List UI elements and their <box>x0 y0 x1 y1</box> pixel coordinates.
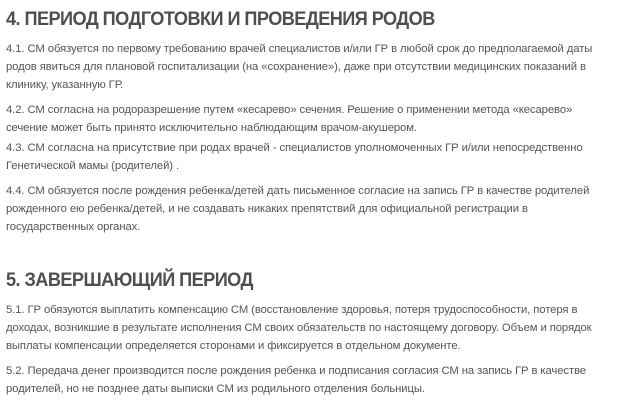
clause-5-2: 5.2. Передача денег производится после рождения ребенка и подписания согласия СМ на запись ГР в качестве родителей, но не позднее даты выписки СМ из родильного отделения больницы. <box>6 365 586 396</box>
section-4-heading: 4. ПЕРИОД ПОДГОТОВКИ И ПРОВЕДЕНИЯ РОДОВ <box>6 8 435 30</box>
clause-4-3: 4.3. СМ согласна на присутствие при родах врачей - специалистов уполномоченных ГР и/или непосредственно Генетической мамы (родителей) . <box>6 142 583 173</box>
section-5-heading: 5. ЗАВЕРШАЮЩИЙ ПЕРИОД <box>6 269 253 291</box>
clause-5-1: 5.1. ГР обязуются выплатить компенсацию СМ (восстановление здоровья, потеря трудоспособности, потеря в доходах, возникшие в результате исполнения СМ своих обязательств по настоящему договору. Объем и порядок выплаты компенсации определяется сторонами и фиксируется в отдельном документе. <box>6 304 592 353</box>
clause-4-4: 4.4. СМ обязуется после рождения ребенка/детей дать письменное согласие на запись ГР в качестве родителей рожденного ею ребенка/детей, и не создавать никаких препятствий для официальной регистрации в государственных органах. <box>6 185 590 234</box>
clause-4-2: 4.2. СМ согласна на родоразрешение путем «кесарево» сечения. Решение о применении метода «кесарево» сечение может быть принято исключительно наблюдающим врачом-акушером. <box>6 104 573 135</box>
clause-4-1: 4.1. СМ обязуется по первому требованию врачей специалистов и/или ГР в любой срок до предполагаемой даты родов явиться для плановой госпитализации (на «сохранение»), даже при отсутствии медицинских показаний в клинику, указанную ГР. <box>6 43 593 92</box>
